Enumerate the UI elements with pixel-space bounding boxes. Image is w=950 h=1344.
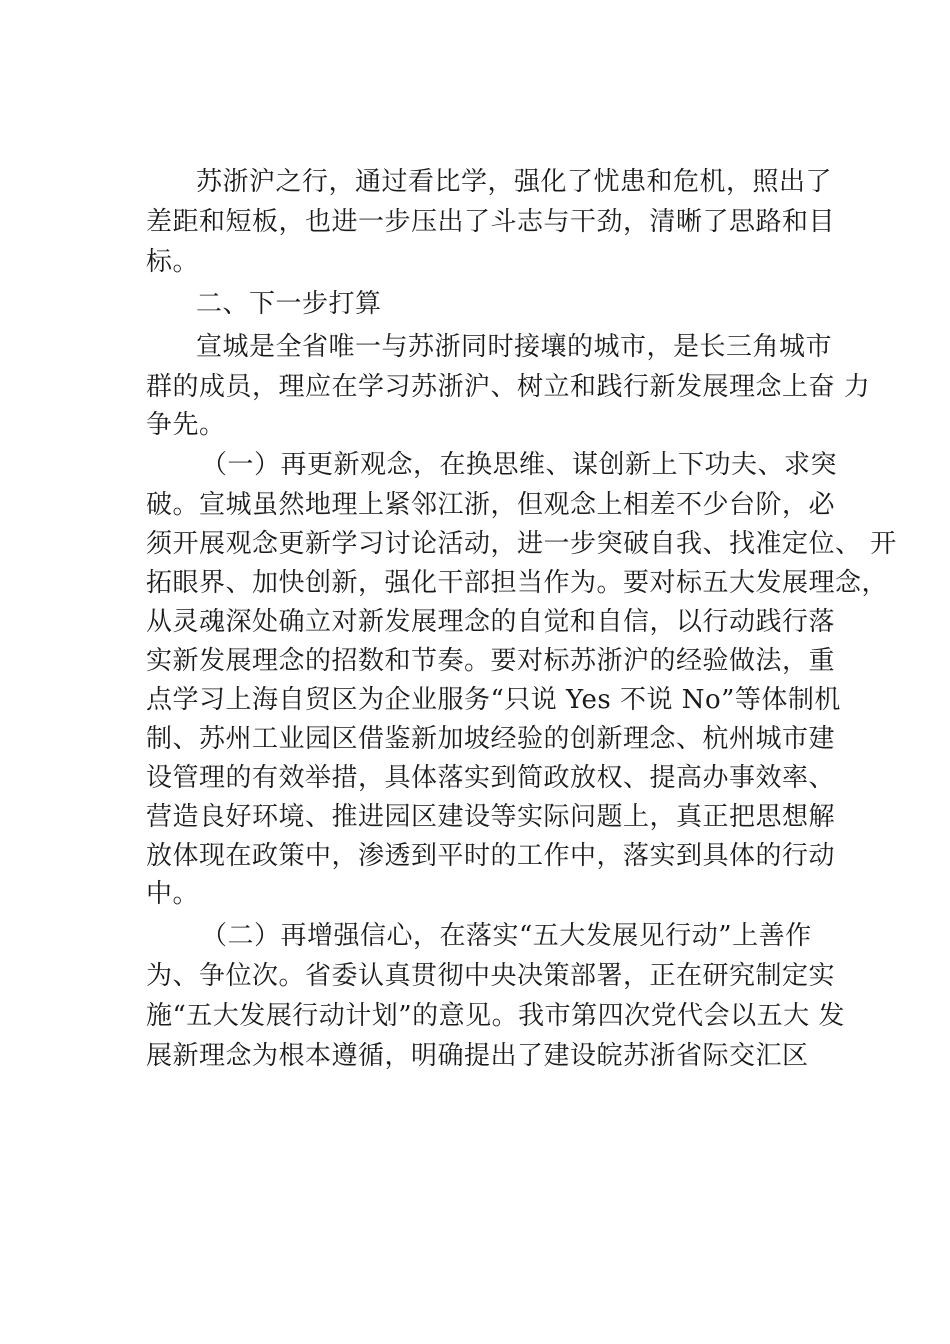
paragraph-3-line-5: 从灵魂深处确立对新发展理念的自觉和自信，以行动践行落 xyxy=(146,607,836,637)
section-heading: 二、下一步打算 xyxy=(196,289,382,319)
paragraph-4-line-1: （二）再增强信心，在落实“五大发展见行动”上善作 xyxy=(201,921,812,951)
paragraph-3-line-4: 拓眼界、加快创新，强化干部担当作为。要对标五大发展理念， xyxy=(146,568,889,598)
paragraph-3-line-1: （一）再更新观念，在换思维、谋创新上下功夫、求突 xyxy=(201,450,838,480)
paragraph-1-line-3: 标。 xyxy=(146,247,200,277)
paragraph-2-line-2: 群的成员，理应在学习苏浙沪、树立和践行新发展理念上奋 力 xyxy=(146,372,871,402)
paragraph-1-line-1: 苏浙沪之行，通过看比学，强化了忧患和危机，照出了 xyxy=(196,167,833,197)
paragraph-2-line-3: 争先。 xyxy=(146,410,226,440)
paragraph-3-line-2: 破。宣城虽然地理上紧邻江浙，但观念上相差不少台阶，必 xyxy=(146,490,836,520)
paragraph-3-line-10: 营造良好环境、推进园区建设等实际问题上，真正把思想解 xyxy=(146,802,836,832)
paragraph-3-line-6: 实新发展理念的招数和节奏。要对标苏浙沪的经验做法，重 xyxy=(146,646,836,676)
paragraph-3-line-9: 设管理的有效举措，具体落实到简政放权、提高办事效率、 xyxy=(146,763,836,793)
paragraph-3-line-8: 制、苏州工业园区借鉴新加坡经验的创新理念、杭州城市建 xyxy=(146,724,836,754)
paragraph-1-line-2: 差距和短板，也进一步压出了斗志与干劲，清晰了思路和目 xyxy=(146,207,836,237)
paragraph-4-line-3: 施“五大发展行动计划”的意见。我市第四次党代会以五大 发 xyxy=(146,1001,845,1031)
paragraph-3-line-11: 放体现在政策中，渗透到平时的工作中，落实到具体的行动 xyxy=(146,841,836,871)
paragraph-3-line-3: 须开展观念更新学习讨论活动，进一步突破自我、找准定位、 开 xyxy=(146,529,897,559)
paragraph-4-line-2: 为、争位次。省委认真贯彻中央决策部署，正在研究制定实 xyxy=(146,961,836,991)
paragraph-3-line-12: 中。 xyxy=(146,879,200,909)
paragraph-4-line-4: 展新理念为根本遵循，明确提出了建设皖苏浙省际交汇区 xyxy=(146,1041,809,1071)
paragraph-2-line-1: 宣城是全省唯一与苏浙同时接壤的城市，是长三角城市 xyxy=(196,332,833,362)
paragraph-3-line-7: 点学习上海自贸区为企业服务“只说 Yes 不说 No”等体制机 xyxy=(146,685,841,715)
